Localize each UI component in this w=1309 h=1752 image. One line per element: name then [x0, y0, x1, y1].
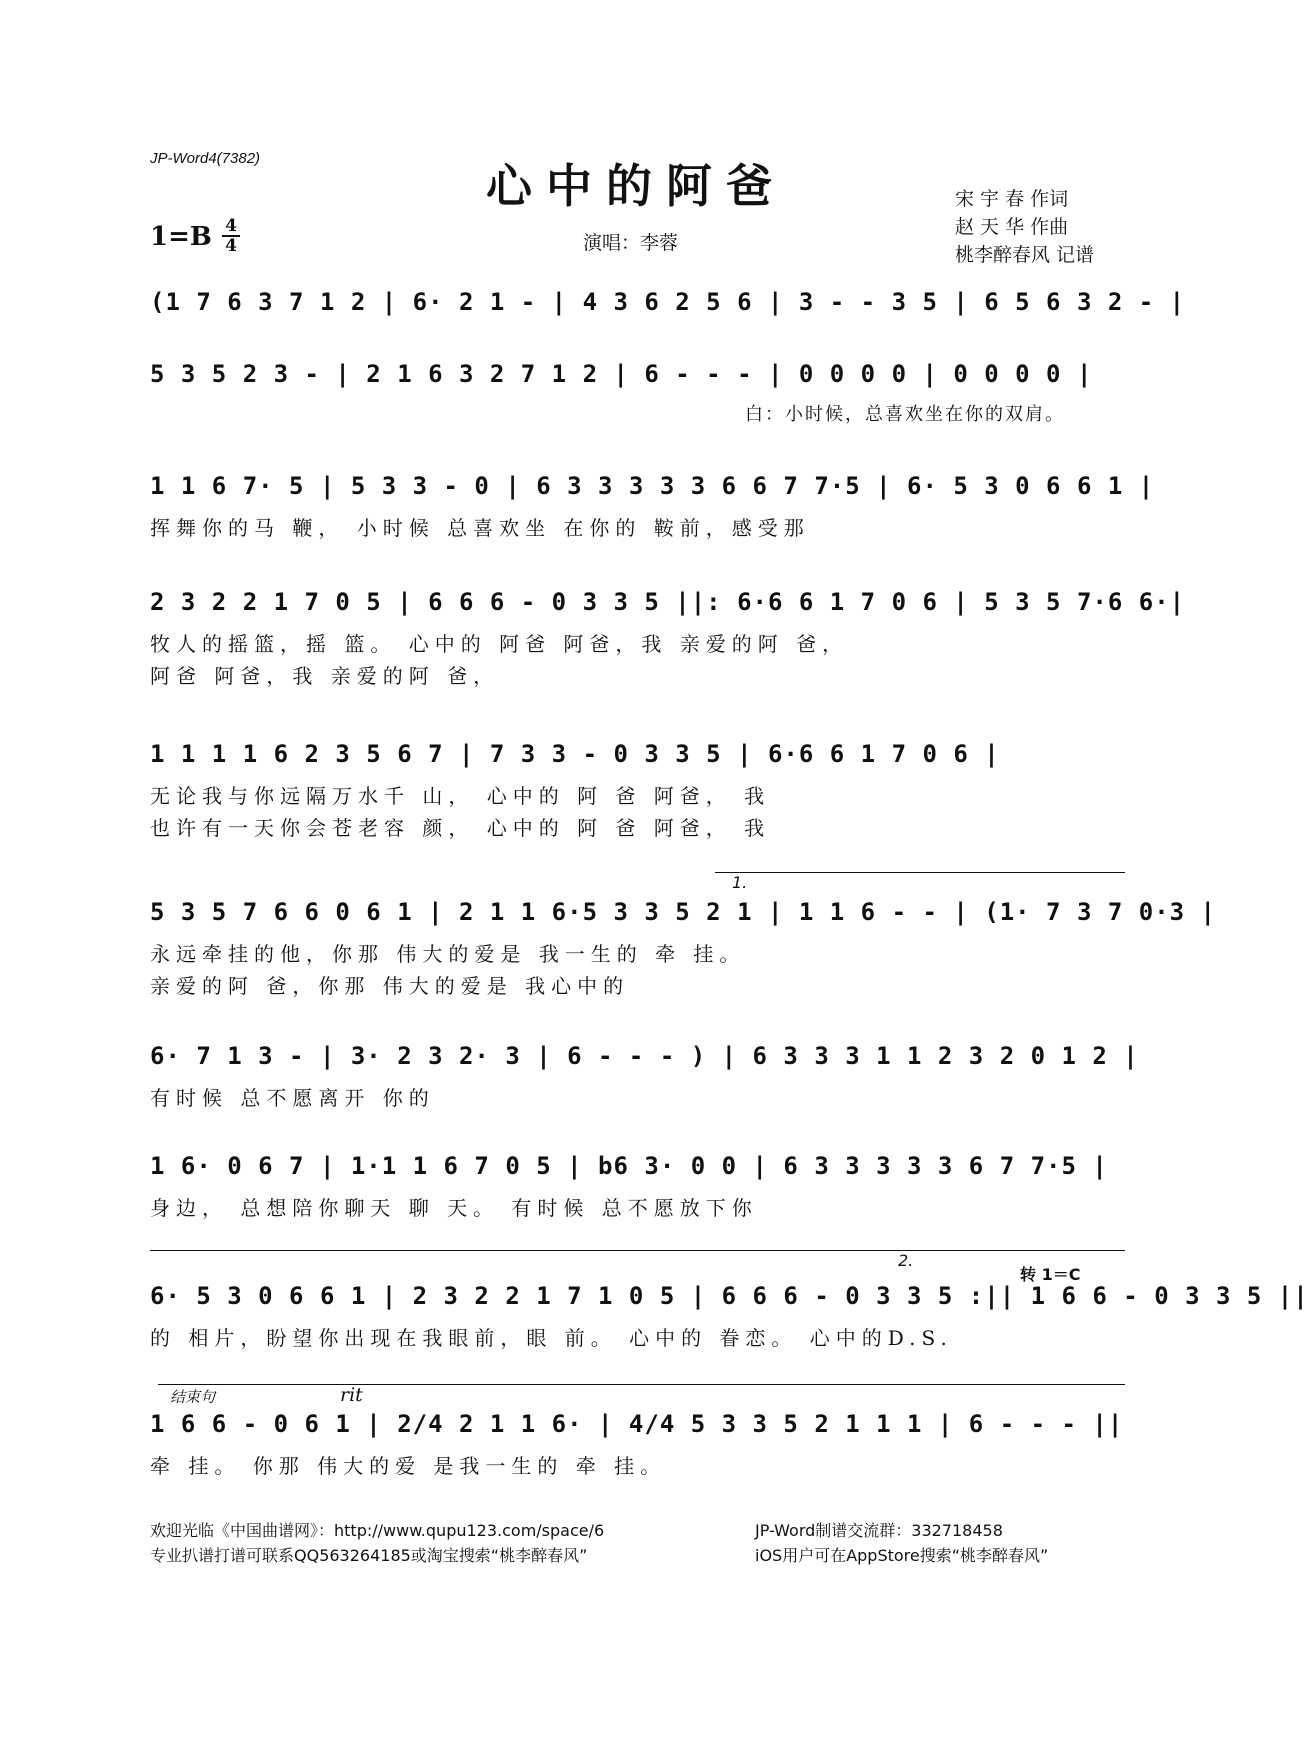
spoken-note: 白：小时候，总喜欢坐在你的双肩。: [745, 404, 1065, 425]
key-signature: 1=B: [150, 222, 212, 252]
volta-label-1: 1.: [732, 873, 748, 892]
score-line-9: 6· 5 3 0 6 6 1 | 2 3 2 2 1 7 1 0 5 | 6 6 6 - 0 3 3 5 :|| 1 6 6 - 0 3 3 5 ||: [150, 1282, 1309, 1310]
score-line-7: 6· 7 1 3 - | 3· 2 3 2· 3 | 6 - - - ) | 6 3 3 3 1 1 2 3 2 0 1 2 |: [150, 1042, 1139, 1070]
lyric-line-6b: 亲爱的阿 爸，你那 伟大的爱是 我心中的: [150, 974, 630, 998]
score-line-8: 1 6· 0 6 7 | 1·1 1 6 7 0 5 | b6 3· 0 0 | 6 3 3 3 3 3 6 7 7·5 |: [150, 1152, 1108, 1180]
lyric-line-4b: 阿爸 阿爸，我 亲爱的阿 爸，: [150, 664, 500, 688]
modulation-label: 转 1＝C: [1020, 1265, 1081, 1284]
lyric-line-9: 的 相片，盼望你出现在我眼前，眼 前。 心中的 眷恋。 心中的D.S.: [150, 1326, 953, 1350]
lyric-line-6a: 永远牵挂的他，你那 伟大的爱是 我一生的 牵 挂。: [150, 942, 746, 966]
footer-right: [755, 1518, 1048, 1568]
ds-bracket: [150, 1250, 880, 1251]
volta-label-2: 2.: [898, 1251, 914, 1270]
score-line-3: 1 1 6 7· 5 | 5 3 3 - 0 | 6 3 3 3 3 3 6 6 7 7·5 | 6· 5 3 0 6 6 1 |: [150, 472, 1155, 500]
footer-group: JP-Word制谱交流群：332718458: [755, 1521, 1003, 1540]
volta-bracket-2: [880, 1250, 1125, 1251]
ending-bracket: [158, 1384, 1125, 1385]
score-line-5: 1 1 1 1 6 2 3 5 6 7 | 7 3 3 - 0 3 3 5 | 6·6 6 1 7 0 6 |: [150, 740, 1000, 768]
song-title: 心中的阿爸: [486, 159, 786, 213]
volta-bracket-1: [715, 872, 1125, 873]
singer-credit: 演唱：李蓉: [583, 232, 679, 254]
footer-left: [150, 1518, 604, 1568]
composer-credit: 赵 天 华 作曲: [955, 216, 1069, 238]
time-signature-bottom: 4: [225, 236, 237, 256]
footer-ios: iOS用户可在AppStore搜索“桃李醉春风”: [755, 1546, 1049, 1565]
lyricist-credit: 宋 宇 春 作词: [955, 188, 1069, 210]
tempo-marking: rit: [340, 1384, 363, 1406]
lyric-line-8: 身边， 总想陪你聊天 聊 天。 有时候 总不愿放下你: [150, 1196, 758, 1220]
time-signature-top: 4: [225, 216, 237, 236]
lyric-line-5a: 无论我与你远隔万水千 山， 心中的 阿 爸 阿爸， 我: [150, 784, 771, 808]
ending-label: 结束句: [170, 1388, 216, 1406]
time-signature: [222, 218, 240, 254]
footer-site: 欢迎光临《中国曲谱网》：http://www.qupu123.com/space/6: [150, 1521, 605, 1540]
score-line-4: 2 3 2 2 1 7 0 5 | 6 6 6 - 0 3 3 5 ||: 6·6 6 1 7 0 6 | 5 3 5 7·6 6·|: [150, 588, 1186, 616]
lyric-line-7: 有时候 总不愿离开 你的: [150, 1086, 435, 1110]
source-label: JP-Word4(7382): [150, 150, 261, 167]
score-line-6: 5 3 5 7 6 6 0 6 1 | 2 1 1 6·5 3 3 5 2 1 | 1 1 6 - - | (1· 7 3 7 0·3 |: [150, 898, 1216, 926]
transcriber-credit: 桃李醉春风 记谱: [955, 244, 1095, 266]
lyric-line-5b: 也许有一天你会苍老容 颜， 心中的 阿 爸 阿爸， 我: [150, 816, 771, 840]
lyric-line-4a: 牧人的摇篮，摇 篮。 心中的 阿爸 阿爸，我 亲爱的阿 爸，: [150, 632, 849, 656]
score-line-10: 1 6 6 - 0 6 1 | 2/4 2 1 1 6· | 4/4 5 3 3 5 2 1 1 1 | 6 - - - ||: [150, 1410, 1124, 1438]
footer-contact: 专业扒谱打谱可联系QQ563264185或淘宝搜索“桃李醉春风”: [150, 1546, 588, 1565]
lyric-line-10: 牵 挂。 你那 伟大的爱 是我一生的 牵 挂。: [150, 1454, 667, 1478]
lyric-line-3: 挥舞你的马 鞭， 小时候 总喜欢坐 在你的 鞍前，感受那: [150, 516, 810, 540]
score-line-2: 5 3 5 2 3 - | 2 1 6 3 2 7 1 2 | 6 - - - | 0 0 0 0 | 0 0 0 0 |: [150, 360, 1093, 388]
credits: [955, 185, 1094, 269]
score-line-1: (1 7 6 3 7 1 2 | 6· 2 1 - | 4 3 6 2 5 6 | 3 - - 3 5 | 6 5 6 3 2 - |: [150, 288, 1186, 316]
